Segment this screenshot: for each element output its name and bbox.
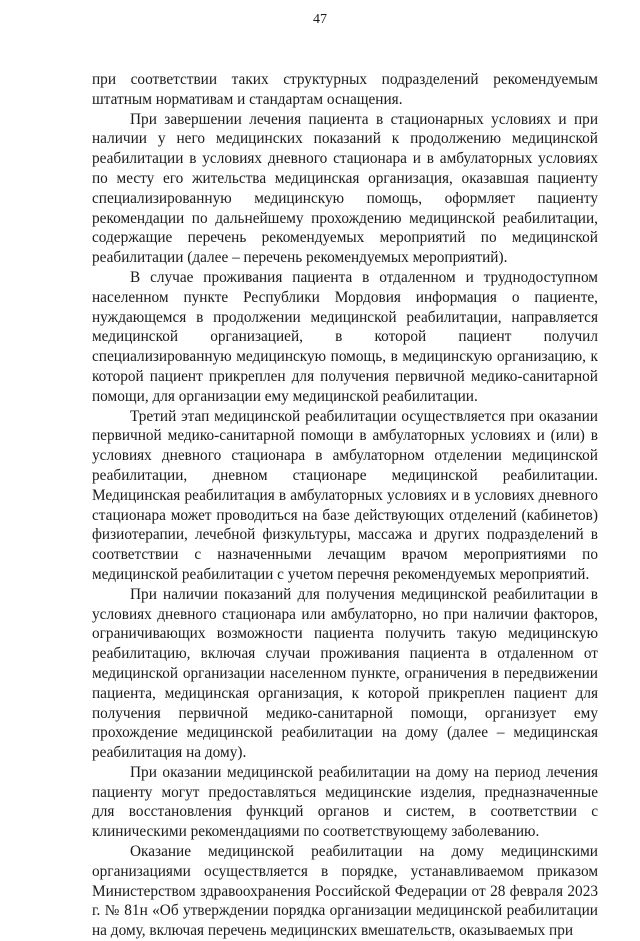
paragraph: Третий этап медицинской реабилитации осуществляется при оказании первичной медико-санитарной помощи в амбулаторных условиях и (или) в условиях дневного стационара в амбулаторном отделении медицинской реабилитации, дневном стационаре медицинской реабилитации. Медицинская реабилитация в амбулаторных условиях и в условиях дневного стационара может проводиться на базе действующих отделений (кабинетов) физиотерапии, лечебной физкультуры, массажа и других подразделений в соответствии с назначенными лечащим врачом мероприятиями по медицинской реабилитации с учетом перечня рекомендуемых мероприятий. — [92, 407, 598, 583]
document-body — [92, 70, 598, 941]
paragraph-continuation: при соответствии таких структурных подразделений рекомендуемым штатным нормативам и стандартам оснащения. — [92, 71, 598, 108]
paragraph: При оказании медицинской реабилитации на дому на период лечения пациенту могут предоставляться медицинские изделия, предназначенные для восстановления функций органов и систем, в соответствии с клиническими рекомендациями по соответствующему заболеванию. — [92, 763, 598, 841]
paragraph: При наличии показаний для получения медицинской реабилитации в условиях дневного стационара или амбулаторно, но при наличии факторов, ограничивающих возможности пациента получить такую медицинскую реабилитацию, включая случаи проживания пациента в отдаленном от медицинской организации населенном пункте, ограничения в передвижении пациента, медицинская организация, к которой прикреплен пациент для получения первичной медико-санитарной помощи, организует ему прохождение медицинской реабилитации на дому (далее – медицинская реабилитация на дому). — [92, 585, 598, 762]
page-number: 47 — [313, 12, 327, 27]
paragraph: При завершении лечения пациента в стационарных условиях и при наличии у него медицинских показаний к продолжению медицинской реабилитации в условиях дневного стационара и в амбулаторных условиях по месту его жительства медицинская организация, оказавшая пациенту специализированную медицинскую помощь, оформляет пациенту рекомендации по дальнейшему прохождению медицинской реабилитации, содержащие перечень рекомендуемых мероприятий по медицинской реабилитации (далее – перечень рекомендуемых мероприятий). — [92, 110, 598, 267]
paragraph: В случае проживания пациента в отдаленном и труднодоступном населенном пункте Республики Мордовия информация о пациенте, нуждающемся в продолжении медицинской реабилитации, направляется медицинской организацией, в которой пациент получил специализированную медицинскую помощь, в медицинскую организацию, к которой пациент прикреплен для получения первичной медико-санитарной помощи, для организации ему медицинской реабилитации. — [92, 268, 598, 405]
paragraph: Оказание медицинской реабилитации на дому медицинскими организациями осуществляется в порядке, устанавливаемом приказом Министерством здравоохранения Российской Федерации от 28 февраля 2023 г. № 81н «Об утверждении порядка организации медицинской реабилитации на дому, включая перечень медицинских вмешательств, оказываемых при — [92, 843, 598, 940]
